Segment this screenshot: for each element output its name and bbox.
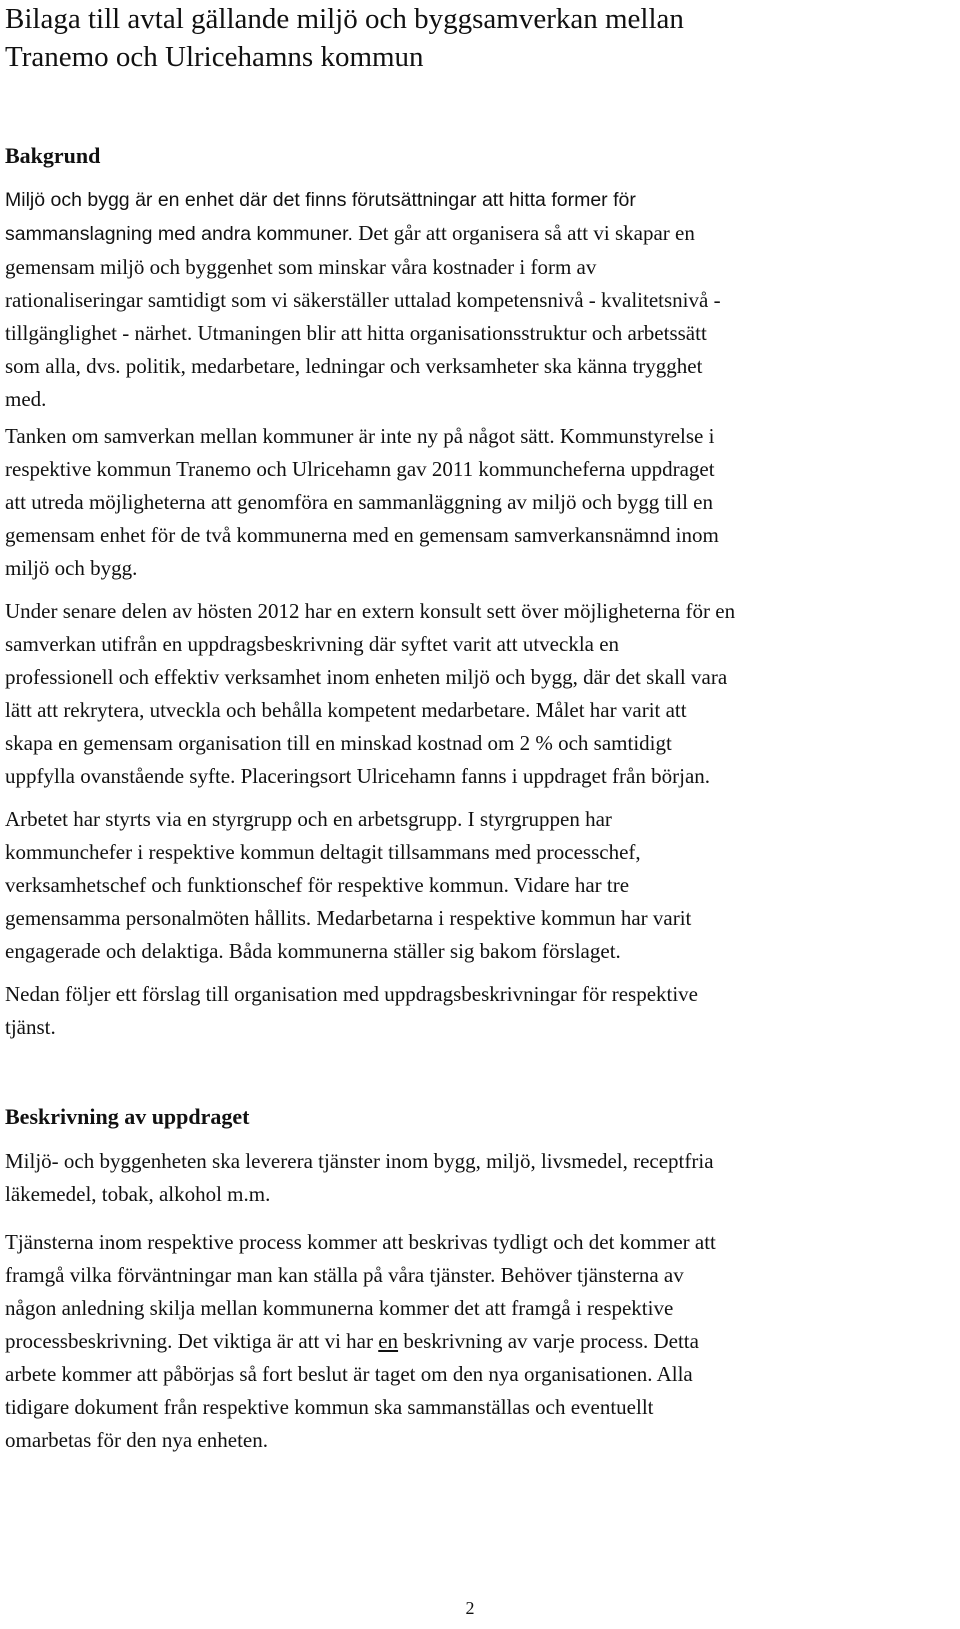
text-line: miljö och bygg.	[5, 556, 138, 580]
underlined-word: en	[378, 1329, 399, 1353]
paragraph-beskrivning-1	[5, 1145, 950, 1211]
text-line: Miljö- och byggenheten ska leverera tjänster inom bygg, miljö, livsmedel, receptfria	[5, 1149, 714, 1173]
text-line	[5, 420, 950, 453]
text-line	[5, 217, 950, 251]
document-title	[5, 0, 950, 76]
text-line: arbete kommer att påbörjas så fort beslut är taget om den nya organisationen. Alla	[5, 1362, 693, 1386]
text-run: Kommunstyrelse i	[554, 424, 715, 448]
text-line: respektive kommun Tranemo och Ulricehamn gav 2011 kommuncheferna uppdraget	[5, 457, 715, 481]
text-line: Arbetet har styrts via en styrgrupp och en arbetsgrupp. I styrgruppen har	[5, 807, 612, 831]
text-line: omarbetas för den nya enheten.	[5, 1428, 268, 1452]
paragraph-beskrivning-2	[5, 1226, 950, 1457]
text-run: tillgänglighet - närhet.	[5, 321, 193, 345]
title-line: Bilaga till avtal gällande miljö och byggsamverkan mellan	[5, 3, 684, 35]
text-line: professionell och effektiv verksamhet inom enheten miljö och bygg, där det skall vara	[5, 665, 728, 689]
section-heading-beskrivning: Beskrivning av uppdraget	[5, 1104, 250, 1129]
text-line: att utreda möjligheterna att genomföra en sammanläggning av miljö och bygg till en	[5, 490, 713, 514]
text-run: sammanslagning med andra kommuner.	[5, 223, 353, 245]
text-line: tjänst.	[5, 1015, 56, 1039]
text-line: samverkan utifrån en uppdragsbeskrivning där syftet varit att utveckla en	[5, 632, 620, 656]
text-line	[5, 317, 950, 350]
text-line: som alla, dvs. politik, medarbetare, ledningar och verksamheter ska känna trygghet	[5, 354, 703, 378]
text-run: Det går att organisera så att vi skapar en	[352, 221, 695, 245]
text-line: läkemedel, tobak, alkohol m.m.	[5, 1182, 271, 1206]
title-line: Tranemo och Ulricehamns kommun	[5, 41, 424, 73]
text-run: processbeskrivning. Det viktiga är att vi har	[5, 1329, 379, 1353]
text-line: engagerade och delaktiga. Båda kommunerna ställer sig bakom förslaget.	[5, 939, 621, 963]
paragraph-bakgrund-3	[5, 595, 950, 793]
paragraph-bakgrund-2	[5, 420, 950, 585]
text-line: tidigare dokument från respektive kommun ska sammanställas och eventuellt	[5, 1395, 654, 1419]
text-line: Under senare delen av hösten 2012 har en extern konsult sett över möjligheterna för en	[5, 599, 736, 623]
text-line: rationaliseringar samtidigt som vi säkerställer uttalad kompetensnivå - kvalitetsnivå -	[5, 288, 721, 312]
text-line: Tjänsterna inom respektive process kommer att beskrivas tydligt och det kommer att	[5, 1230, 716, 1254]
text-line: gemensamma personalmöten hållits. Medarbetarna i respektive kommun har varit	[5, 906, 692, 930]
paragraph-bakgrund-1	[5, 184, 950, 416]
text-line: uppfylla ovanstående syfte. Placeringsort Ulricehamn fanns i uppdraget från början.	[5, 764, 711, 788]
text-line: lätt att rekrytera, utveckla och behålla kompetent medarbetare. Målet har varit att	[5, 698, 687, 722]
text-run: Utmaningen blir att hitta organisationsstruktur och arbetssätt	[192, 321, 707, 345]
text-run: beskrivning av varje process. Detta	[398, 1329, 699, 1353]
section-heading-bakgrund: Bakgrund	[5, 143, 101, 168]
paragraph-bakgrund-4	[5, 803, 950, 968]
text-line: verksamhetschef och funktionschef för respektive kommun. Vidare har tre	[5, 873, 630, 897]
paragraph-bakgrund-5	[5, 978, 950, 1044]
page-number: 2	[465, 1598, 475, 1618]
text-line	[5, 1325, 950, 1358]
text-run: Tanken om samverkan mellan kommuner är inte ny på något sätt.	[5, 424, 555, 448]
text-line: med.	[5, 387, 47, 411]
text-line: kommunchefer i respektive kommun deltagit tillsammans med processchef,	[5, 840, 641, 864]
text-line: gemensam miljö och byggenhet som minskar våra kostnader i form av	[5, 255, 597, 279]
text-line: gemensam enhet för de två kommunerna med en gemensam samverkansnämnd inom	[5, 523, 719, 547]
text-line: skapa en gemensam organisation till en minskad kostnad om 2 % och samtidigt	[5, 731, 672, 755]
text-line: framgå vilka förväntningar man kan ställa på våra tjänster. Behöver tjänsterna av	[5, 1263, 684, 1287]
text-line: Nedan följer ett förslag till organisation med uppdragsbeskrivningar för respektive	[5, 982, 698, 1006]
text-line: någon anledning skilja mellan kommunerna kommer det att framgå i respektive	[5, 1296, 674, 1320]
text-line: Miljö och bygg är en enhet där det finns förutsättningar att hitta former för	[5, 189, 636, 211]
